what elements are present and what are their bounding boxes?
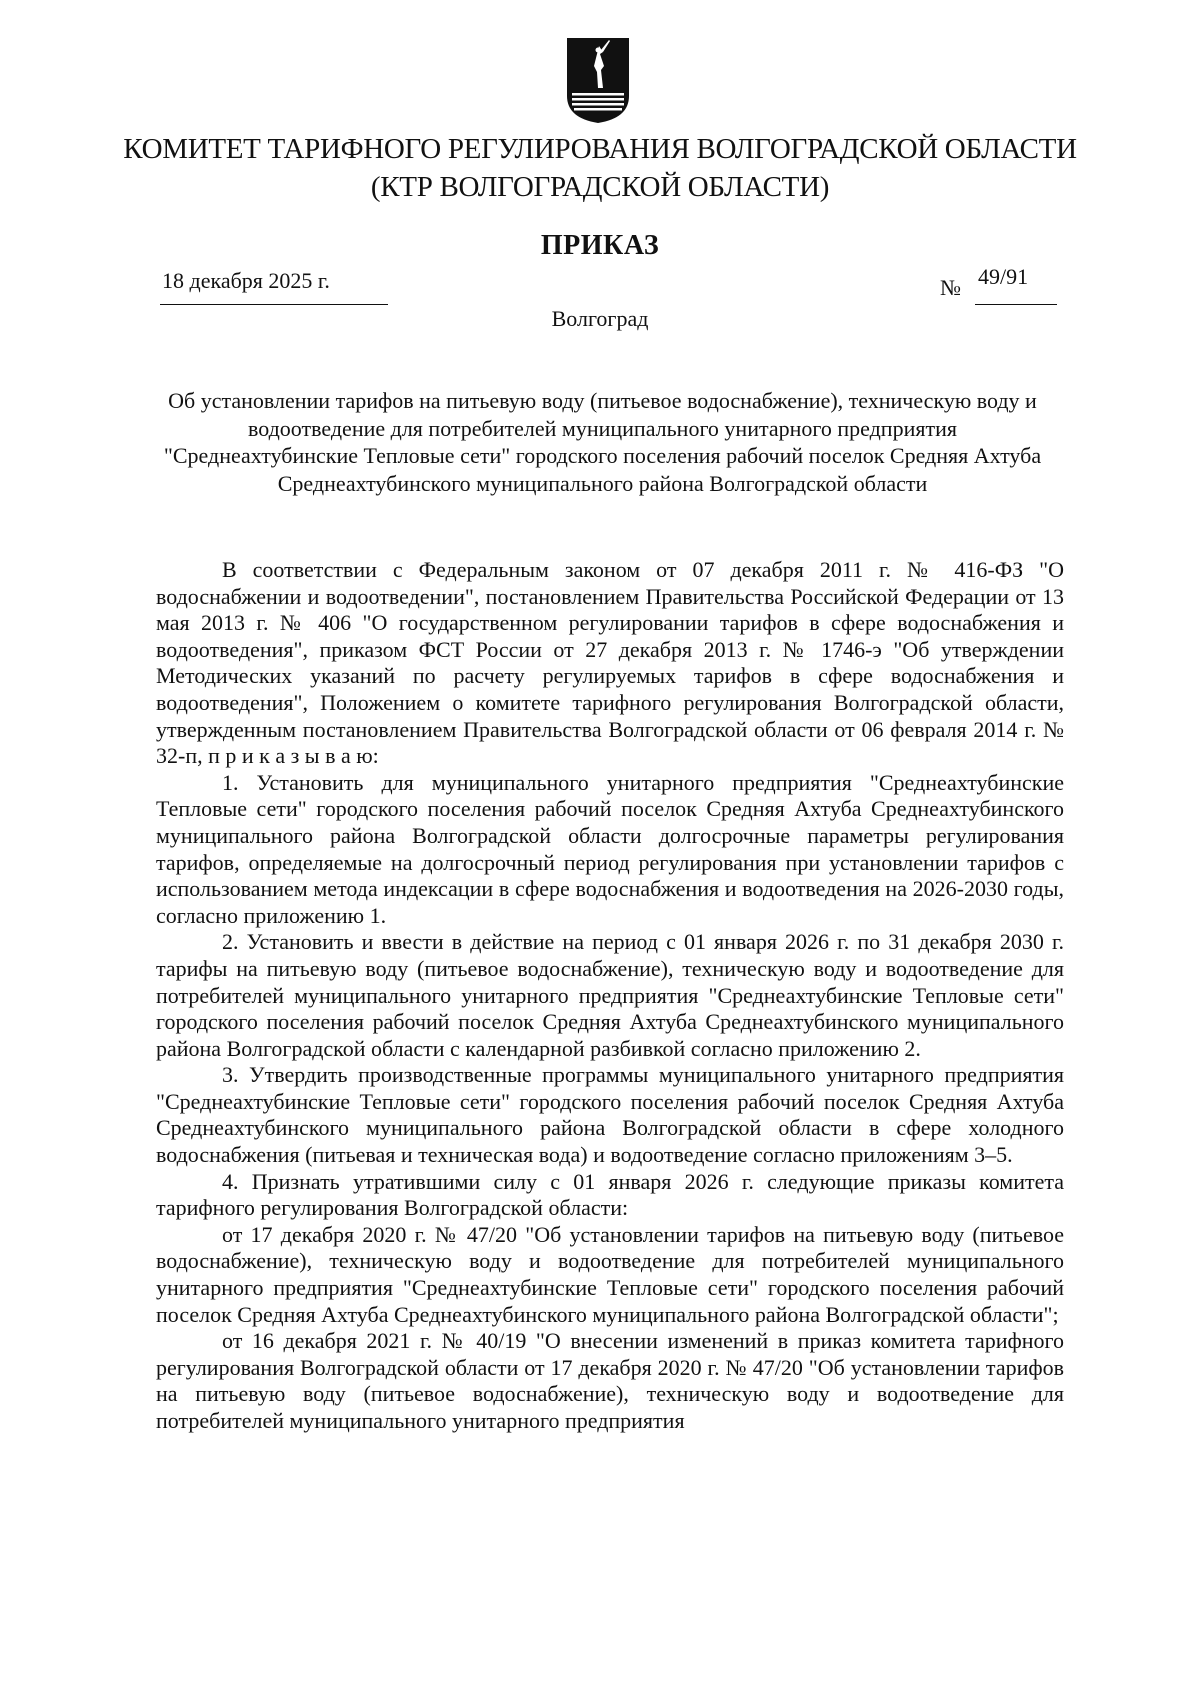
document-subject: Об установлении тарифов на питьевую воду (питьевое водоснабжение), техническую воду и водоотведение для потребителей муниципального унитарного предприятия "Среднеахтубинские Тепловые сети" городского поселения рабочий поселок Средняя Ахтуба Среднеахтубинского муниципального района Волгоградской области	[163, 388, 1042, 496]
document-body	[156, 557, 1064, 1435]
repealed-order-1: от 17 декабря 2020 г. № 47/20 "Об установлении тарифов на питьевую воду (питьевое водоснабжение), техническую воду и водоотведение для потребителей муниципального унитарного предприятия "Среднеахтубинские Тепловые сети" городского поселения рабочий поселок Средняя Ахтуба Среднеахтубинского муниципального района Волгоградской области";	[156, 1221, 1064, 1327]
clause-1: 1. Установить для муниципального унитарного предприятия "Среднеахтубинские Тепловые сети" городского поселения рабочий поселок Средняя Ахтуба Среднеахтубинского муниципального района Волгоградской области долгосрочные параметры регулирования тарифов, определяемые на долгосрочный период регулирования при установлении тарифов с использованием метода индексации в сфере водоснабжения и водоотведения на 2026-2030 годы, согласно приложению 1.	[156, 769, 1064, 928]
clause-4: 4. Признать утратившими силу с 01 января 2026 г. следующие приказы комитета тарифного регулирования Волгоградской области:	[156, 1168, 1064, 1221]
organization-abbreviation: (КТР ВОЛГОГРАДСКОЙ ОБЛАСТИ)	[370, 171, 830, 203]
number-underline	[975, 304, 1057, 305]
date-underline	[160, 304, 388, 305]
coat-of-arms-icon	[563, 36, 633, 124]
clause-3: 3. Утвердить производственные программы муниципального унитарного предприятия "Среднеахтубинские Тепловые сети" городского поселения рабочий поселок Средняя Ахтуба Среднеахтубинского муниципального района Волгоградской области в сфере холодного водоснабжения (питьевая и техническая вода) и водоотведение согласно приложениям 3–5.	[156, 1062, 1064, 1168]
organization-name: КОМИТЕТ ТАРИФНОГО РЕГУЛИРОВАНИЯ ВОЛГОГРАДСКОЙ ОБЛАСТИ	[123, 133, 1077, 165]
clause-2: 2. Установить и ввести в действие на период с 01 января 2026 г. по 31 декабря 2030 г. тарифы на питьевую воду (питьевое водоснабжение), техническую воду и водоотведение для потребителей муниципального унитарного предприятия "Среднеахтубинские Тепловые сети" городского поселения рабочий поселок Средняя Ахтуба Среднеахтубинского муниципального района Волгоградской области с календарной разбивкой согласно приложению 2.	[156, 929, 1064, 1061]
document-city: Волгоград	[551, 306, 649, 331]
preamble-paragraph: В соответствии с Федеральным законом от 07 декабря 2011 г. № 416-ФЗ "О водоснабжении и водоотведении", постановлением Правительства Российской Федерации от 13 мая 2013 г. № 406 "О государственном регулировании тарифов в сфере водоснабжения и водоотведения", приказом ФСТ России от 27 декабря 2013 г. № 1746-э "Об утверждении Методических указаний по расчету регулируемых тарифов в сфере водоснабжения и водоотведения", Положением о комитете тарифного регулирования Волгоградской области, утвержденным постановлением Правительства Волгоградской области от 06 февраля 2014 г. № 32-п, п р и к а з ы в а ю:	[156, 557, 1064, 769]
document-type: ПРИКАЗ	[540, 230, 660, 261]
document-number: 49/91	[978, 264, 1029, 289]
document-date: 18 декабря 2025 г.	[162, 268, 330, 293]
repealed-order-2: от 16 декабря 2021 г. № 40/19 "О внесении изменений в приказ комитета тарифного регулирования Волгоградской области от 17 декабря 2020 г. № 47/20 "Об установлении тарифов на питьевую воду (питьевое водоснабжение), техническую воду и водоотведение для потребителей муниципального унитарного предприятия	[156, 1328, 1064, 1433]
number-sign: №	[940, 275, 961, 300]
